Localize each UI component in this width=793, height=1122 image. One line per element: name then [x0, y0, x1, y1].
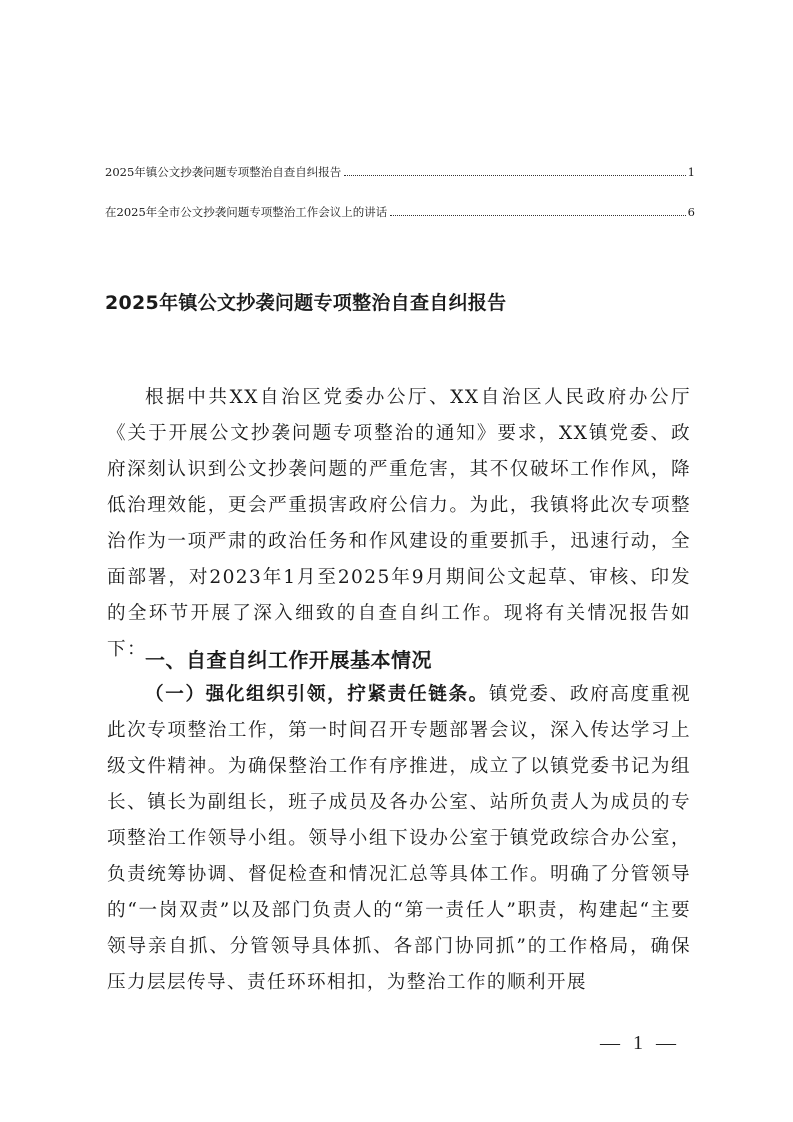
- toc-entry[interactable]: [105, 203, 695, 221]
- subsection-lead: （一）强化组织引领，拧紧责任链条。: [145, 684, 489, 705]
- document-title: 2025年镇公文抄袭问题专项整治自查自纠报告: [105, 292, 507, 314]
- section-heading: 一、自查自纠工作开展基本情况: [145, 648, 432, 672]
- subsection-paragraph: [107, 677, 691, 1001]
- toc-entry-page: 1: [687, 165, 695, 179]
- toc-entry-title: 2025年镇公文抄袭问题专项整治自查自纠报告: [105, 165, 342, 179]
- toc-entry[interactable]: [105, 163, 695, 181]
- toc-leader-dots: [390, 214, 685, 216]
- toc-leader-dots: [344, 174, 685, 176]
- toc-entry-title: 在2025年全市公文抄袭问题专项整治工作会议上的讲话: [105, 205, 388, 219]
- page-number: — 1 —: [600, 1032, 680, 1054]
- subsection-body: 镇党委、政府高度重视此次专项整治工作，第一时间召开专题部署会议，深入传达学习上级文件精神。为确保整治工作有序推进，成立了以镇党委书记为组长、镇长为副组长，班子成员及各办公室、站所负责人为成员的专项整治工作领导小组。领导小组下设办公室于镇党政综合办公室，负责统筹协调、督促检查和情况汇总等具体工作。明确了分管领导的“一岗双责”以及部门负责人的“第一责任人”职责，构建起“主要领导亲自抓、分管领导具体抓、各部门协同抓”的工作格局，确保压力层层传导、责任环环相扣，为整治工作的顺利开展: [107, 684, 691, 993]
- intro-paragraph: 根据中共XX自治区党委办公厅、XX自治区人民政府办公厅《关于开展公文抄袭问题专项整治的通知》要求，XX镇党委、政府深刻认识到公文抄袭问题的严重危害，其不仅破坏工作作风，降低治理效能，更会严重损害政府公信力。为此，我镇将此次专项整治作为一项严肃的政治任务和作风建设的重要抓手，迅速行动，全面部署，对2023年1月至2025年9月期间公文起草、审核、印发的全环节开展了深入细致的自查自纠工作。现将有关情况报告如下：: [107, 387, 691, 660]
- toc-entry-page: 6: [687, 205, 695, 219]
